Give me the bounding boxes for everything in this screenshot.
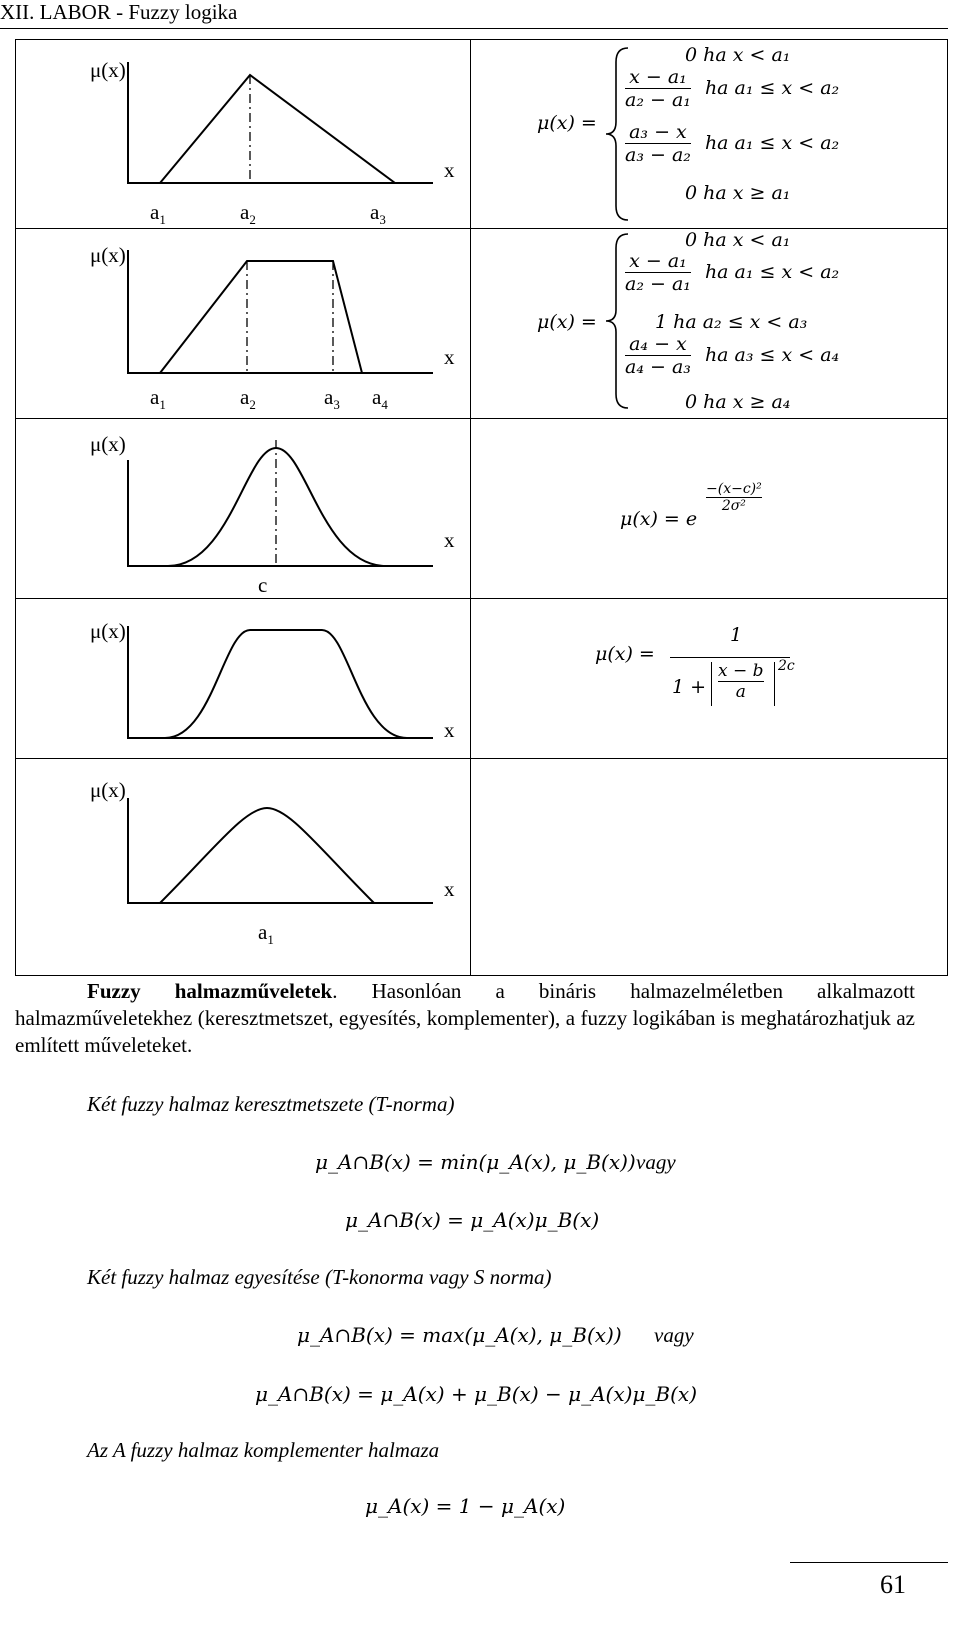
intersection-title: Két fuzzy halmaz keresztmetszete (T-norma) [87, 1092, 455, 1116]
complement-title: Az A fuzzy halmaz komplementer halmaza [87, 1438, 440, 1462]
abs-bar-left [711, 662, 712, 706]
formula-row: 0 ha x < a₁ [685, 229, 791, 251]
triangle-membership-curve [0, 0, 470, 228]
intersection-formula-product: μ_A∩B(x) = μ_A(x)μ_B(x) [345, 1208, 600, 1232]
complement-formula: μ_A(x) = 1 − μ_A(x) [365, 1494, 566, 1518]
tick-label-c: c [258, 573, 268, 597]
bell-membership-curve [0, 598, 470, 758]
tick-label-a4: $a_4$ [372, 385, 388, 413]
bell-shaped-membership-curve [0, 758, 470, 976]
exponent-2c: 2c [778, 658, 795, 674]
tick-label-a1: $a_1$ [258, 920, 274, 948]
tick-label-a2: $a_2$ [240, 200, 256, 228]
gaussian-membership-curve [0, 418, 470, 598]
union-title: Két fuzzy halmaz egyesítése (T-konorma vagy S norma) [87, 1265, 552, 1289]
y-axis-label: μ(x) [90, 619, 126, 643]
page-number: 61 [880, 1570, 906, 1599]
operations-paragraph [15, 978, 915, 1059]
formula-row: $\frac{\text{a₃ − x}}{\text{a₃ − a₂}}$ ha a₁ ≤ x < a₂ [625, 121, 840, 166]
y-axis-label: μ(x) [90, 778, 126, 802]
y-axis-label: μ(x) [90, 432, 126, 456]
formula-lhs: μ(x) = [537, 112, 597, 134]
fraction-bar [670, 657, 790, 658]
x-axis-label: x [444, 718, 455, 742]
operations-text: . Hasonlóan a bináris halmazelméletben alkalmazott halmazműveletekhez (keresztmetszet, egyesítés, komplementer), a fuzzy logikában is meghatározhatjuk az említett műveleteket. [15, 979, 916, 1057]
or-word: vagy [654, 1323, 694, 1347]
footer-rule [790, 1562, 948, 1563]
formula-row: 0 ha x < a₁ [685, 44, 791, 66]
formula-numerator: 1 [730, 624, 743, 646]
abs-inner-fraction: $\frac{x - b}{a}$ [718, 661, 764, 702]
formula-den-prefix: 1 + [672, 676, 707, 698]
x-axis-label: x [444, 877, 455, 901]
formula-row: $\frac{\text{x − a₁}}{\text{a₂ − a₁}}$ ha a₁ ≤ x < a₂ [625, 66, 840, 111]
tick-label-a3: $a_3$ [370, 200, 386, 228]
y-axis-label: μ(x) [90, 243, 126, 267]
formula-row: $\frac{\text{a₄ − x}}{\text{a₄ − a₃}}$ ha a₃ ≤ x < a₄ [625, 333, 840, 378]
formula-row: 1 ha a₂ ≤ x < a₃ [655, 311, 808, 333]
x-axis-label: x [444, 528, 455, 552]
tick-label-a2: $a_2$ [240, 385, 256, 413]
abs-bar-right [774, 662, 775, 706]
operations-heading: Fuzzy halmazműveletek [87, 979, 333, 1003]
formula-row: 0 ha x ≥ a₁ [685, 182, 791, 204]
page-header-title: XII. LABOR - Fuzzy logika [0, 0, 238, 24]
formula-row: $\frac{\text{x − a₁}}{\text{a₂ − a₁}}$ ha a₁ ≤ x < a₂ [625, 250, 840, 295]
trapezoid-membership-curve [0, 228, 470, 418]
x-axis-label: x [444, 158, 455, 182]
or-word: vagy [636, 1150, 676, 1174]
exponent-fraction: $\frac{\text{−(x−c)²}}{\text{2σ²}}$ [706, 481, 762, 514]
table-column-divider [470, 39, 471, 976]
x-axis-label: x [444, 345, 455, 369]
formula-lhs: μ(x) = [537, 311, 597, 333]
union-formula-sum: μ_A∩B(x) = μ_A(x) + μ_B(x) − μ_A(x)μ_B(x) [255, 1382, 698, 1406]
formula-lhs: μ(x) = [595, 643, 655, 665]
tick-label-a1: $a_1$ [150, 200, 166, 228]
formula-row: 0 ha x ≥ a₄ [685, 391, 791, 413]
y-axis-label: μ(x) [90, 58, 126, 82]
tick-label-a1: $a_1$ [150, 385, 166, 413]
formula-lhs: μ(x) = e [620, 508, 698, 530]
intersection-formula-min: μ_A∩B(x) = min(μ_A(x), μ_B(x)) [315, 1150, 636, 1174]
tick-label-a3: $a_3$ [324, 385, 340, 413]
union-formula-max: μ_A∩B(x) = max(μ_A(x), μ_B(x)) [297, 1323, 622, 1347]
